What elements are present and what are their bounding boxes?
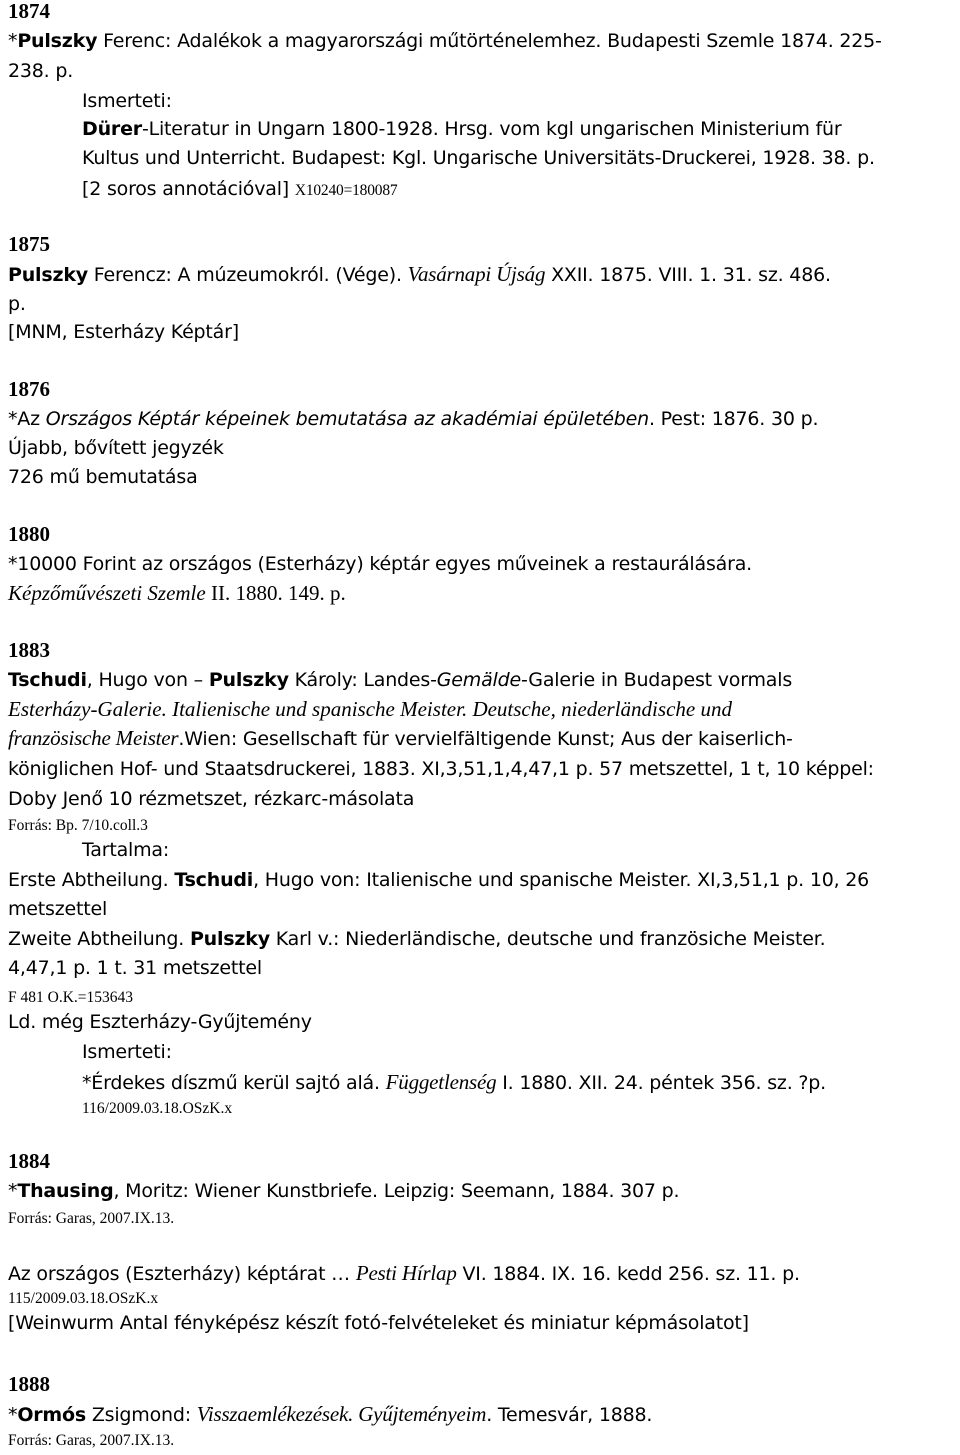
- contents-line1: [8, 866, 869, 895]
- entry-1883-line2: Esterházy-Galerie. Italienische und spanische Meister. Deutsche, niederländische und: [8, 697, 732, 721]
- entry-1876-line1: [8, 405, 818, 434]
- book-title: Visszaemlékezések. Gyűjteményeim: [196, 1402, 487, 1426]
- ismerteti-label: Ismerteti:: [82, 1041, 172, 1063]
- citation-text: VI. 1884. IX. 16. kedd 256. sz. 11. p.: [456, 1263, 800, 1285]
- article-reference: 115/2009.03.18.OSzK.x: [8, 1290, 159, 1307]
- year-heading-1874: 1874: [8, 0, 50, 23]
- citation-text: , Moritz: Wiener Kunstbriefe. Leipzig: Seemann, 1884. 307 p.: [113, 1180, 680, 1202]
- year-heading-1875: 1875: [8, 232, 50, 256]
- author-name: Pulszky: [208, 669, 289, 691]
- catalog-reference: F 481 O.K.=153643: [8, 989, 133, 1006]
- entry-1883-line4: königlichen Hof- und Staatsdruckerei, 1883. XI,3,51,1,4,47,1 p. 57 metszettel, 1 t, 10 képpel:: [8, 758, 874, 780]
- citation-text: , Hugo von: Italienische und spanische Meister. XI,3,51,1 p. 10, 26: [253, 869, 870, 891]
- entry-1874-review-line1: [82, 115, 841, 144]
- source-note: Forrás: Garas, 2007.IX.13.: [8, 1210, 175, 1227]
- tartalma-label: Tartalma:: [82, 839, 170, 861]
- citation-text: , Hugo von –: [86, 669, 209, 691]
- journal-title: Képzőművészeti Szemle: [8, 581, 206, 605]
- asterisk: *: [8, 1404, 18, 1426]
- contents-line3: [8, 925, 826, 954]
- citation-text: Károly: Landes-: [288, 669, 437, 691]
- asterisk: *: [8, 30, 18, 52]
- author-name: Ormós: [17, 1404, 86, 1426]
- entry-1875-line1: [8, 260, 831, 290]
- entry-1875-line2: p.: [8, 293, 26, 315]
- citation-text: -Galerie in Budapest vormals: [520, 669, 793, 691]
- book-title: Országos Képtár képeinek bemutatása az akadémiai épületében: [45, 408, 649, 430]
- review-reference: 116/2009.03.18.OSzK.x: [82, 1100, 233, 1117]
- citation-text: Zsigmond:: [86, 1404, 197, 1426]
- catalog-reference: X10240=180087: [294, 182, 398, 199]
- entry-1883-line1: [8, 666, 792, 695]
- author-name: Pulszky: [17, 30, 98, 52]
- source-note: Forrás: Bp. 7/10.coll.3: [8, 817, 148, 834]
- journal-title: Pesti Hírlap: [355, 1261, 457, 1285]
- citation-text: Karl v.: Niederländische, deutsche und französiche Meister.: [269, 928, 826, 950]
- entry-1875-line3: [MNM, Esterházy Képtár]: [8, 321, 239, 343]
- entry-1883-line3: [8, 724, 793, 754]
- entry-1880-line1: *10000 Forint az országos (Esterházy) képtár egyes műveinek a restaurálására.: [8, 553, 752, 575]
- citation-text: II. 1880. 149. p.: [205, 581, 346, 605]
- author-name: Pulszky: [189, 928, 270, 950]
- citation-text: .Wien: Gesellschaft für vervielfältigende Kunst; Aus der kaiserlich-: [178, 728, 793, 750]
- entry-1874-review-line2: Kultus und Unterricht. Budapest: Kgl. Ungarische Universitäts-Druckerei, 1928. 38. p.: [82, 147, 875, 169]
- author-name: Dürer: [82, 118, 142, 140]
- author-name: Tschudi: [174, 869, 254, 891]
- citation-text: XXII. 1875. VIII. 1. 31. sz. 486.: [545, 264, 831, 286]
- citation-text: Ferencz: A múzeumokról. (Vége).: [87, 264, 408, 286]
- asterisk: *: [8, 1180, 18, 1202]
- citation-text: Az országos (Eszterházy) képtárat …: [8, 1263, 356, 1285]
- contents-line2: metszettel: [8, 898, 108, 920]
- citation-text: *Az: [8, 408, 46, 430]
- author-name: Tschudi: [8, 669, 87, 691]
- year-heading-1888: 1888: [8, 1372, 50, 1396]
- annotation-note: [2 soros annotációval]: [82, 178, 295, 200]
- entry-1883-line5: Doby Jenő 10 rézmetszet, rézkarc-másolata: [8, 788, 415, 810]
- entry-1876-line3: 726 mű bemutatása: [8, 466, 198, 488]
- entry-1874-line2: 238. p.: [8, 60, 74, 82]
- ismerteti-label: Ismerteti:: [82, 90, 172, 112]
- entry-1876-line2: Újabb, bővített jegyzék: [8, 437, 224, 459]
- entry-1874-line1: [8, 27, 882, 56]
- entry-1880-line2: [8, 579, 346, 608]
- year-heading-1880: 1880: [8, 522, 50, 546]
- citation-text: -Literatur in Ungarn 1800-1928. Hrsg. vom kgl ungarischen Ministerium für: [141, 118, 842, 140]
- author-name: Pulszky: [8, 264, 88, 286]
- book-title: französische Meister: [8, 726, 179, 750]
- journal-title: Függetlenség: [385, 1070, 497, 1094]
- article-note: [Weinwurm Antal fényképész készít fotó-felvételeket és miniatur képmásolatot]: [8, 1312, 749, 1334]
- citation-text: . Temesvár, 1888.: [486, 1404, 653, 1426]
- citation-text: Erste Abtheilung.: [8, 869, 175, 891]
- entry-1874-review-line3: [82, 175, 397, 205]
- citation-text: I. 1880. XII. 24. péntek 356. sz. ?p.: [496, 1072, 826, 1094]
- source-note: Forrás: Garas, 2007.IX.13.: [8, 1432, 175, 1449]
- entry-1884-line1: [8, 1177, 679, 1206]
- title-word: Gemälde: [436, 669, 521, 691]
- citation-text: . Pest: 1876. 30 p.: [649, 408, 819, 430]
- see-also-line: Ld. még Eszterházy-Gyűjtemény: [8, 1011, 312, 1033]
- citation-text: *Érdekes díszmű kerül sajtó alá.: [82, 1072, 386, 1094]
- journal-title: Vasárnapi Újság: [407, 262, 546, 286]
- year-heading-1883: 1883: [8, 638, 50, 662]
- citation-text: Ferenc: Adalékok a magyarországi műtörténelemhez. Budapesti Szemle 1874. 225-: [97, 30, 882, 52]
- contents-line4: 4,47,1 p. 1 t. 31 metszettel: [8, 957, 262, 979]
- year-heading-1876: 1876: [8, 377, 50, 401]
- author-name: Thausing: [17, 1180, 114, 1202]
- year-heading-1884: 1884: [8, 1149, 50, 1173]
- citation-text: Zweite Abtheilung.: [8, 928, 190, 950]
